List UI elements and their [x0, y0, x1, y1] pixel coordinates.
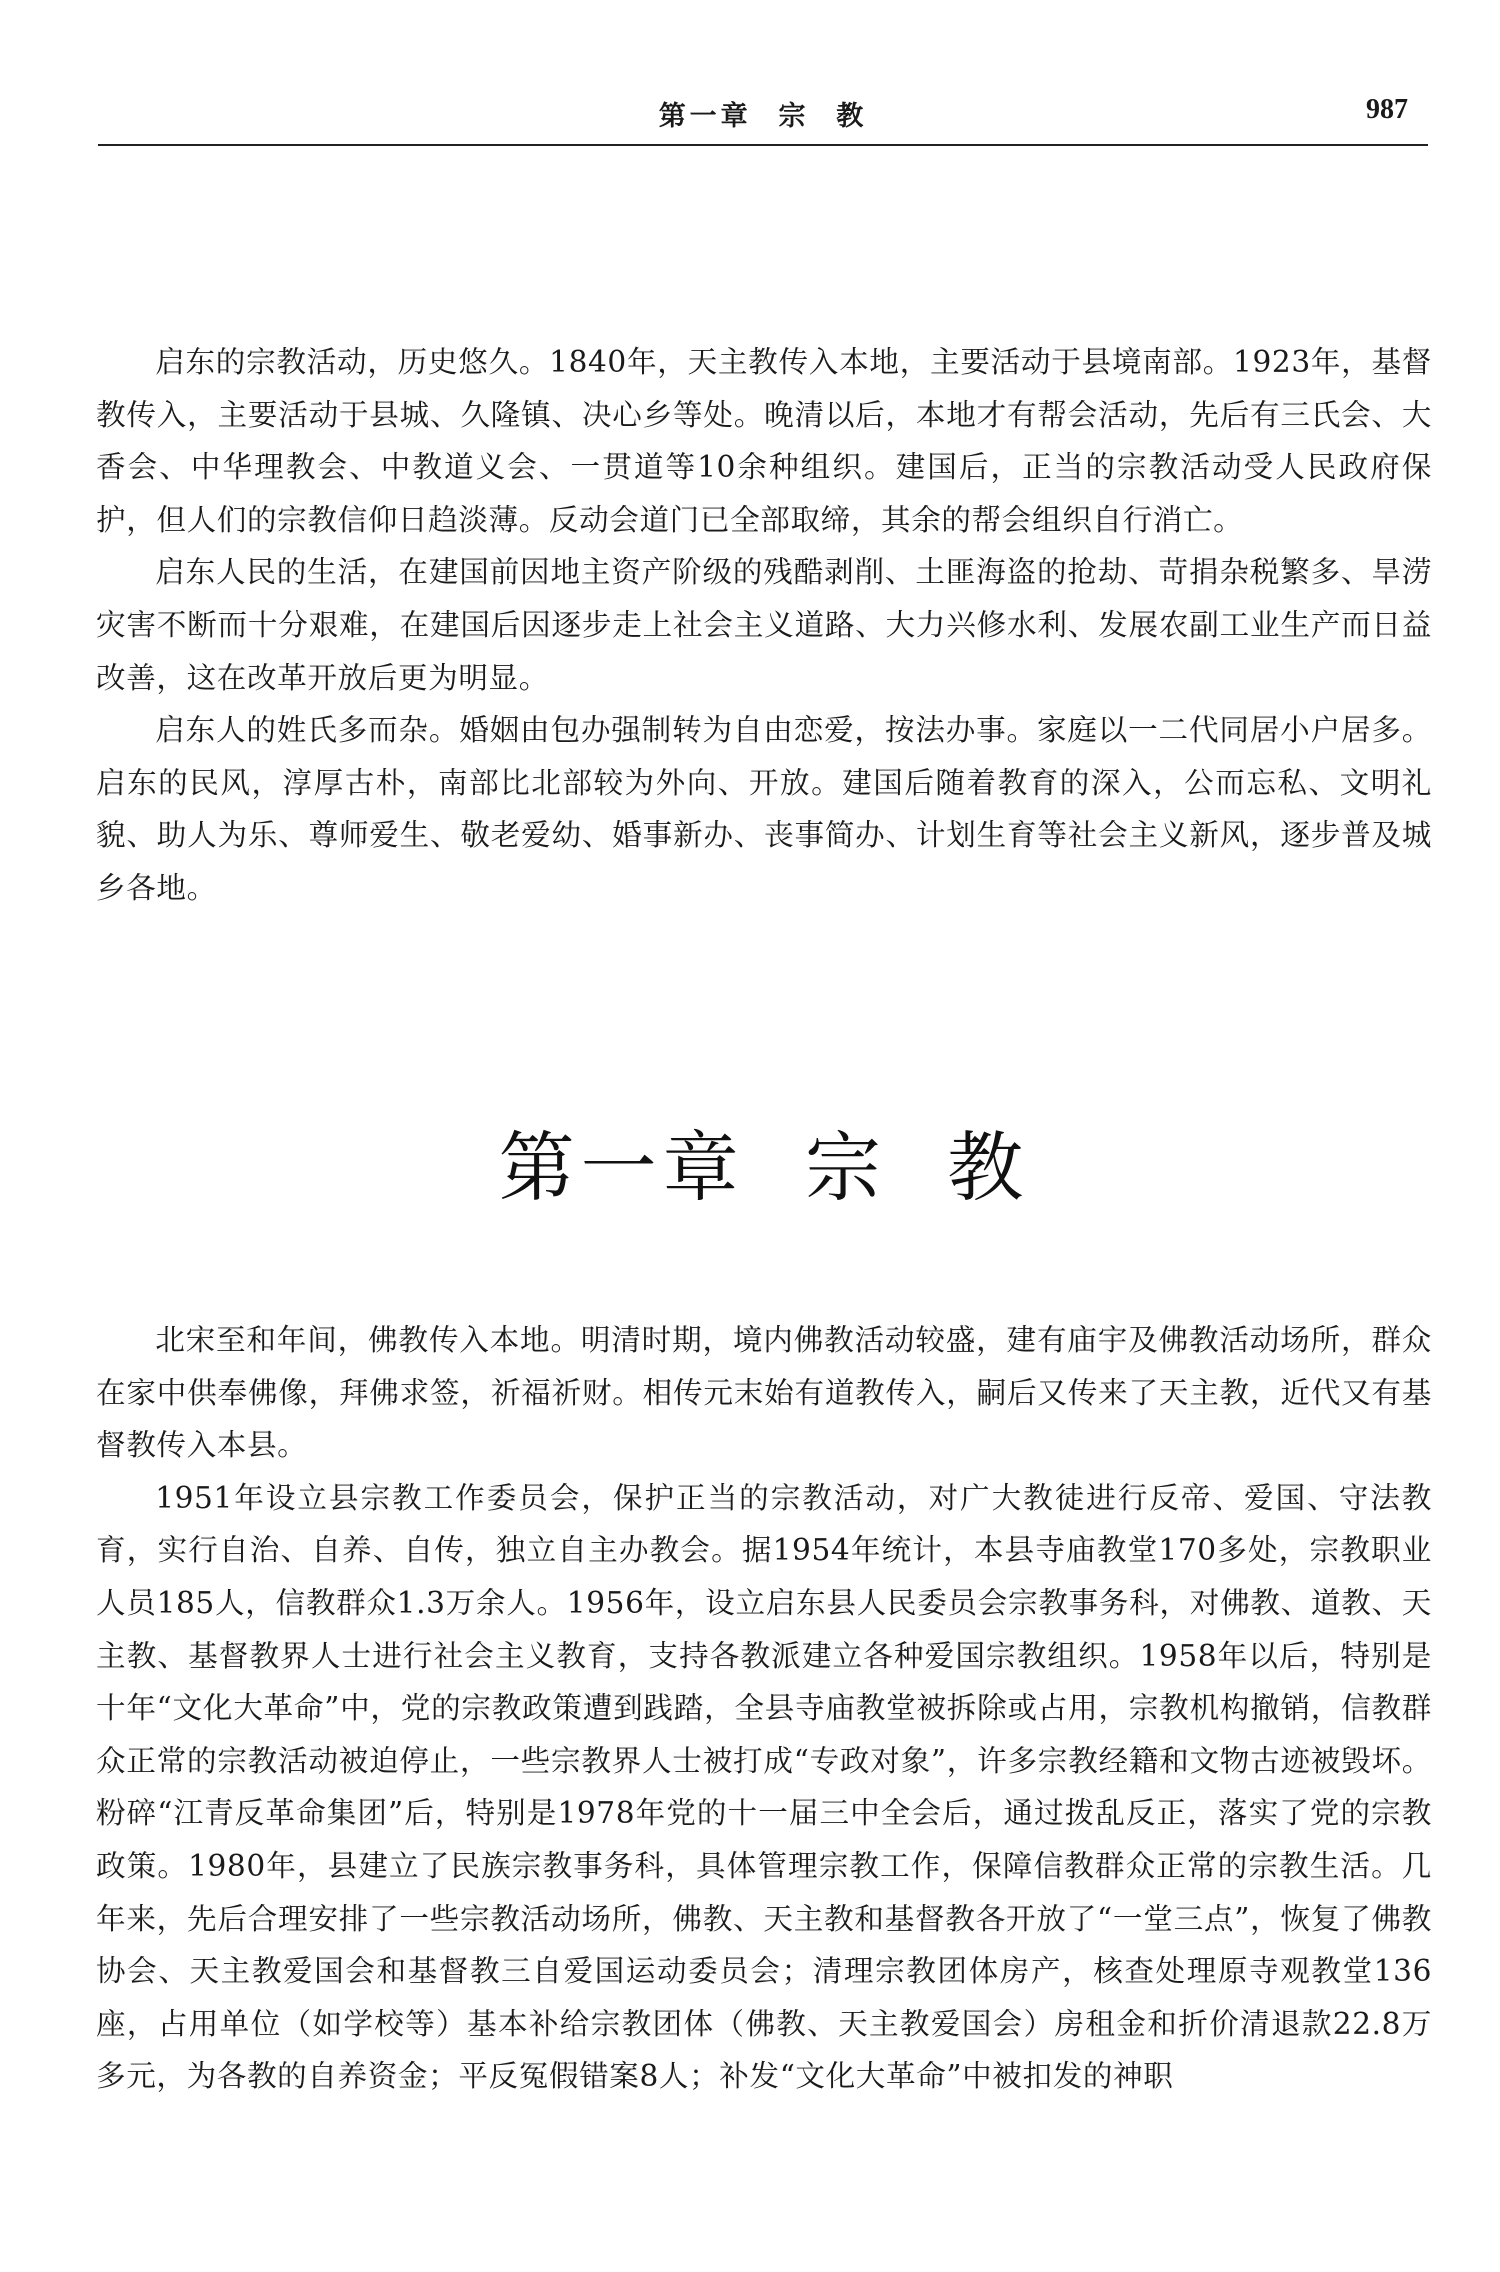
intro-paragraph-2: 启东人民的生活，在建国前因地主资产阶级的残酷剥削、土匪海盗的抢劫、苛捐杂税繁多、旱涝灾害不断而十分艰难，在建国后因逐步走上社会主义道路、大力兴修水利、发展农副工业生产而日益改善，这在改革开放后更为明显。: [96, 555, 1432, 695]
running-title: 第一章 宗 教: [658, 101, 868, 132]
intro-paragraph-3: 启东人的姓氏多而杂。婚姻由包办强制转为自由恋爱，按法办事。家庭以一二代同居小户居多。启东的民风，淳厚古朴，南部比北部较为外向、开放。建国后随着教育的深入，公而忘私、文明礼貌、助人为乐、尊师爱生、敬老爱幼、婚事新办、丧事简办、计划生育等社会主义新风，逐步普及城乡各地。: [96, 713, 1432, 905]
intro-paragraph-1: 启东的宗教活动，历史悠久。1840年，天主教传入本地，主要活动于县境南部。1923年，基督教传入，主要活动于县城、久隆镇、决心乡等处。晚清以后，本地才有帮会活动，先后有三氏会、大香会、中华理教会、中教道义会、一贯道等10余种组织。建国后，正当的宗教活动受人民政府保护，但人们的宗教信仰日趋淡薄。反动会道门已全部取缔，其余的帮会组织自行消亡。: [96, 345, 1432, 537]
body-paragraph-1: 北宋至和年间，佛教传入本地。明清时期，境内佛教活动较盛，建有庙宇及佛教活动场所，群众在家中供奉佛像，拜佛求签，祈福祈财。相传元末始有道教传入，嗣后又传来了天主教，近代又有基督教传入本县。: [96, 1323, 1432, 1463]
chapter-body: [96, 1314, 1432, 2103]
intro-section: [96, 336, 1432, 915]
page-number: 987: [1366, 94, 1408, 125]
running-header: [98, 88, 1428, 146]
body-paragraph-2: 1951年设立县宗教工作委员会，保护正当的宗教活动，对广大教徒进行反帝、爱国、守法教育，实行自治、自养、自传，独立自主办教会。据1954年统计，本县寺庙教堂170多处，宗教职业人员185人，信教群众1.3万余人。1956年，设立启东县人民委员会宗教事务科，对佛教、道教、天主教、基督教界人士进行社会主义教育，支持各教派建立各种爱国宗教组织。1958年以后，特别是十年“文化大革命”中，党的宗教政策遭到践踏，全县寺庙教堂被拆除或占用，宗教机构撤销，信教群众正常的宗教活动被迫停止，一些宗教界人士被打成“专政对象”，许多宗教经籍和文物古迹被毁坏。粉碎“江青反革命集团”后，特别是1978年党的十一届三中全会后，通过拨乱反正，落实了党的宗教政策。1980年，县建立了民族宗教事务科，具体管理宗教工作，保障信教群众正常的宗教生活。几年来，先后合理安排了一些宗教活动场所，佛教、天主教和基督教各开放了“一堂三点”，恢复了佛教协会、天主教爱国会和基督教三自爱国运动委员会；清理宗教团体房产，核查处理原寺观教堂136座，占用单位（如学校等）基本补给宗教团体（佛教、天主教爱国会）房租金和折价清退款22.8万多元，为各教的自养资金；平反冤假错案8人；补发“文化大革命”中被扣发的神职: [96, 1480, 1432, 2094]
chapter-title: 第一章 宗 教: [498, 1123, 1030, 1212]
